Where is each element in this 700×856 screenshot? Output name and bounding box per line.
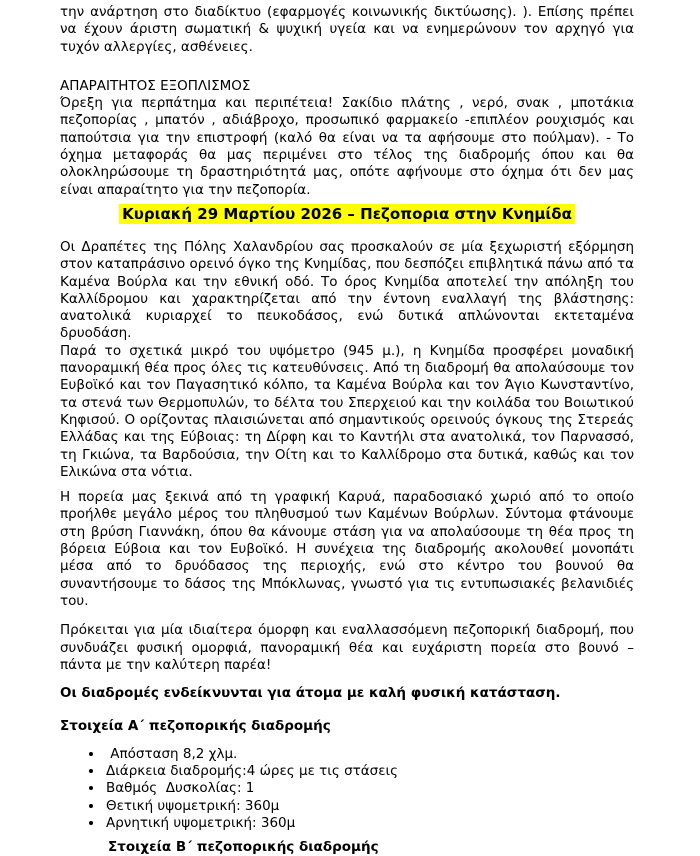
description-block — [60, 239, 634, 481]
route-a-heading: Στοιχεία Α΄ πεζοπορικής διαδρομής — [60, 718, 331, 735]
route-a-detail-item: • Θετική υψομετρική: 360μ — [104, 798, 634, 815]
equipment-heading: ΑΠΑΡΑΙΤΗΤΟΣ ΕΞΟΠΛΙΣΜΟΣ — [60, 77, 251, 94]
route-a-details-list — [60, 746, 634, 832]
description-paragraph-1: Οι Δραπέτες της Πόλης Χαλανδρίου σας προσκαλούν σε μία ξεχωριστή εξόρμηση στον καταπράσινο ορεινό όγκο της Κνημίδας, που δεσπόζει επιβλητικά πάνω από τα Καμένα Βούρλα και την εθνική οδό. Το όρος Κνημίδα αποτελεί την απόληξη του Καλλίδρομου και χαρακτηρίζεται από την έντονη εναλλαγή της βλάστησης: ανατολικά κυριαρχεί το πευκοδάσος, ενώ δυτικά απλώνονται εκτεταμένα δρυοδάση. — [60, 238, 634, 342]
event-title-line — [60, 203, 634, 226]
equipment-paragraph: Όρεξη για περπάτημα και περιπέτεια! Σακίδιο πλάτης , νερό, σνακ , μποτάκια πεζοπορίας , μπατόν , αδιάβροχο, προσωπικό φαρμακείο -επιπλέον ρουχισμός και παπούτσια για την επιστροφή (καλό θα είναι να τα αφήσουμε στο πούλμαν). - Το όχημα μεταφοράς θα μας περιμένει στο τέλος της διαδρομής όπου και θα ολοκληρώσουμε τη δραστηριότητά μας, οπότε αφήνουμε στο όχημα ότι δεν μας είναι απαραίτητο για την πεζοπορία. — [60, 95, 634, 198]
description-paragraph-2: Παρά το σχετικά μικρό του υψόμετρο (945 μ.), η Κνημίδα προσφέρει μοναδική πανοραμική θέα προς όλες τις κατευθύνσεις. Από τη διαδρομή θα απολαύσουμε τον Ευβοϊκό και τον Παγασητικό κόλπο, τα Καμένα Βούρλα και τον Άγιο Κωνσταντίνο, τα στενά των Θερμοπυλών, το δέλτα του Σπερχειού και την κοιλάδα του Βοιωτικού Κηφισού. Ο ορίζοντας πλαισιώνεται από σημαντικούς ορεινούς όγκους της Στερεάς Ελλάδας και της Εύβοιας: τη Δίρφη και το Καντήλι στα ανατολικά, τον Παρνασσό, τη Γκιώνα, τα Βαρδούσια, την Οίτη και το Καλλίδρομο στα δυτικά, καθώς και τον Ελικώνα στα νότια. — [60, 342, 634, 480]
event-title-highlight: Κυριακή 29 Μαρτίου 2026 – Πεζοπορια στην Κνημίδα — [119, 204, 575, 224]
fitness-note: Οι διαδρομές ενδείκνυνται για άτομα με καλή φυσική κατάσταση. — [60, 685, 561, 702]
route-a-detail-item: • Διάρκεια διαδρομής:4 ώρες με τις στάσεις — [104, 763, 634, 780]
route-a-detail-item: • Βαθμός Δυσκολίας: 1 — [104, 780, 634, 797]
route-paragraph: Η πορεία μας ξεκινά από τη γραφική Καρυά, παραδοσιακό χωριό από το οποίο προήλθε μεγάλο μέρος του πληθυσμού των Καμένων Βούρλων. Σύντομα φτάνουμε στη βρύση Γιαννάκη, όπου θα κάνουμε στάση για να απολαύσουμε τη θέα προς τη βόρεια Εύβοια και τον Ευβοϊκό. Η συνέχεια της διαδρομής ακολουθεί μονοπάτι μέσα από το δρυόδασος της περιοχής, ενώ στο κέντρο του βουνού θα συναντήσουμε το δάσος της Μπόκλωνας, γνωστό για τις εντυπωσιακές βελανιδιές του. — [60, 489, 634, 609]
summary-paragraph: Πρόκειται για μία ιδιαίτερα όμορφη και εναλλασσόμενη πεζοπορική διαδρομή, που συνδυάζει φυσική ομορφιά, πανοραμική θέα και ευχάριστη πορεία στο βουνό – πάντα με την καλύτερη παρέα! — [60, 622, 634, 673]
route-b-heading: Στοιχεία Β΄ πεζοπορικής διαδρομής — [108, 839, 379, 856]
route-a-detail-item: • Αρνητική υψομετρική: 360μ — [104, 815, 634, 832]
intro-paragraph: την ανάρτηση στο διαδίκτυο (εφαρμογές κοινωνικής δικτύωσης). ). Επίσης πρέπει να έχουν άριστη σωματική & ψυχική υγεία και να ενημερώνουν τον αρχηγό για τυχόν αλλεργίες, ασθένειες. — [60, 4, 634, 55]
route-a-detail-item: • Απόσταση 8,2 χλμ. — [104, 746, 634, 763]
